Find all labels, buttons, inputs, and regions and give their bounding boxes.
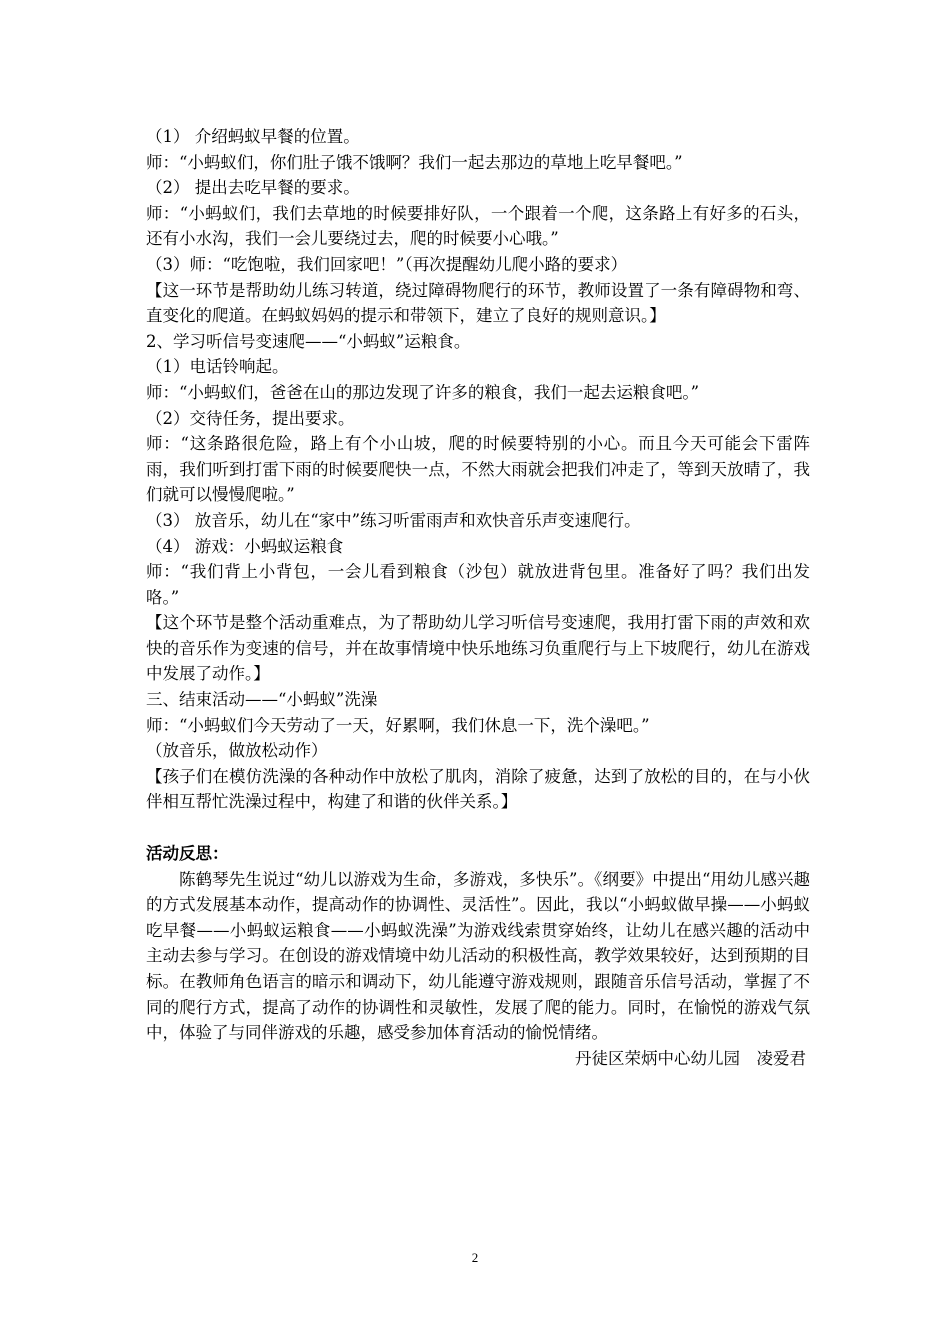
paragraph-step-1: （1） 介绍蚂蚁早餐的位置。 xyxy=(146,127,360,146)
paragraph-teacher-line: 师：“小蚂蚁们，爸爸在山的那边发现了许多的粮食，我们一起去运粮食吧。” xyxy=(146,382,700,402)
paragraph-step-3: （3） 放音乐，幼儿在“家中”练习听雷雨声和欢快音乐声变速爬行。 xyxy=(146,510,641,530)
paragraph-teacher-line: 师：“小蚂蚁们，你们肚子饿不饿啊？我们一起去那边的草地上吃早餐吧。” xyxy=(146,152,683,172)
section-heading: 2、学习听信号变速爬——“小蚂蚁”运粮食。 xyxy=(146,331,471,351)
paragraph-step-1: （1）电话铃响起。 xyxy=(146,357,289,377)
reflection-heading: 活动反思： xyxy=(146,844,229,864)
signature: 丹徒区荣炳中心幼儿园 凌爱君 xyxy=(575,1048,806,1068)
paragraph-step-4: （4） 游戏：小蚂蚁运粮食 xyxy=(146,536,344,556)
spacer xyxy=(146,815,810,841)
page-number: 2 xyxy=(471,1250,479,1265)
paragraph-step-2: （2） 提出去吃早餐的要求。 xyxy=(146,178,360,198)
paragraph-commentary: 【孩子们在模仿洗澡的各种动作中放松了肌肉，消除了疲惫，达到了放松的目的，在与小伙伴相互帮忙洗澡过程中，构建了和谐的伙伴关系。】 xyxy=(146,766,810,812)
paragraph-stage-note: （放音乐，做放松动作） xyxy=(146,741,328,761)
paragraph-teacher-line: 师：“小蚂蚁们今天劳动了一天，好累啊，我们休息一下，洗个澡吧。” xyxy=(146,715,650,735)
paragraph-commentary: 【这一环节是帮助幼儿练习转道，绕过障碍物爬行的环节，教师设置了一条有障碍物和弯、直变化的爬道。在蚂蚁妈妈的提示和带领下，建立了良好的规则意识。】 xyxy=(146,280,810,326)
section-heading: 三、结束活动——“小蚂蚁”洗澡 xyxy=(146,690,378,710)
paragraph-teacher-line: 师：“我们背上小背包，一会儿看到粮食（沙包）就放进背包里。准备好了吗？我们出发咯。” xyxy=(146,562,810,607)
document-body xyxy=(146,124,810,1071)
reflection-body: 陈鹤琴先生说过“幼儿以游戏为生命，多游戏，多快乐”。《纲要》中提出“用幼儿感兴趣的方式发展基本动作，提高动作的协调性、灵活性”。因此，我以“小蚂蚁做早操——小蚂蚁吃早餐——小蚂蚁运粮食——小蚂蚁洗澡”为游戏线索贯穿始终，让幼儿在感兴趣的活动中主动去参与学习。在创设的游戏情境中幼儿活动的积极性高，教学效果较好，达到预期的目标。在教师角色语言的暗示和调动下，幼儿能遵守游戏规则，跟随音乐信号活动，掌握了不同的爬行方式，提高了动作的协调性和灵敏性，发展了爬的能力。同时，在愉悦的游戏气氛中，体验了与同伴游戏的乐趣，感受参加体育活动的愉悦情绪。 xyxy=(146,869,810,1043)
paragraph-step-2: （2）交待任务，提出要求。 xyxy=(146,408,355,428)
paragraph-commentary: 【这个环节是整个活动重难点，为了帮助幼儿学习听信号变速爬，我用打雷下雨的声效和欢快的音乐作为变速的信号，并在故事情境中快乐地练习负重爬行与上下坡爬行，幼儿在游戏中发展了动作。】 xyxy=(146,613,810,684)
paragraph-teacher-line: 师：“小蚂蚁们，我们去草地的时候要排好队，一个跟着一个爬，这条路上有好多的石头，还有小水沟，我们一会儿要绕过去，爬的时候要小心哦。” xyxy=(146,203,810,249)
paragraph-teacher-line: 师：“这条路很危险，路上有个小山坡，爬的时候要特别的小心。而且今天可能会下雷阵雨，我们听到打雷下雨的时候要爬快一点，不然大雨就会把我们冲走了，等到天放晴了，我们就可以慢慢爬啦。” xyxy=(146,434,810,505)
paragraph-step-3: （3）师：“吃饱啦，我们回家吧！”（再次提醒幼儿爬小路的要求） xyxy=(146,254,628,274)
